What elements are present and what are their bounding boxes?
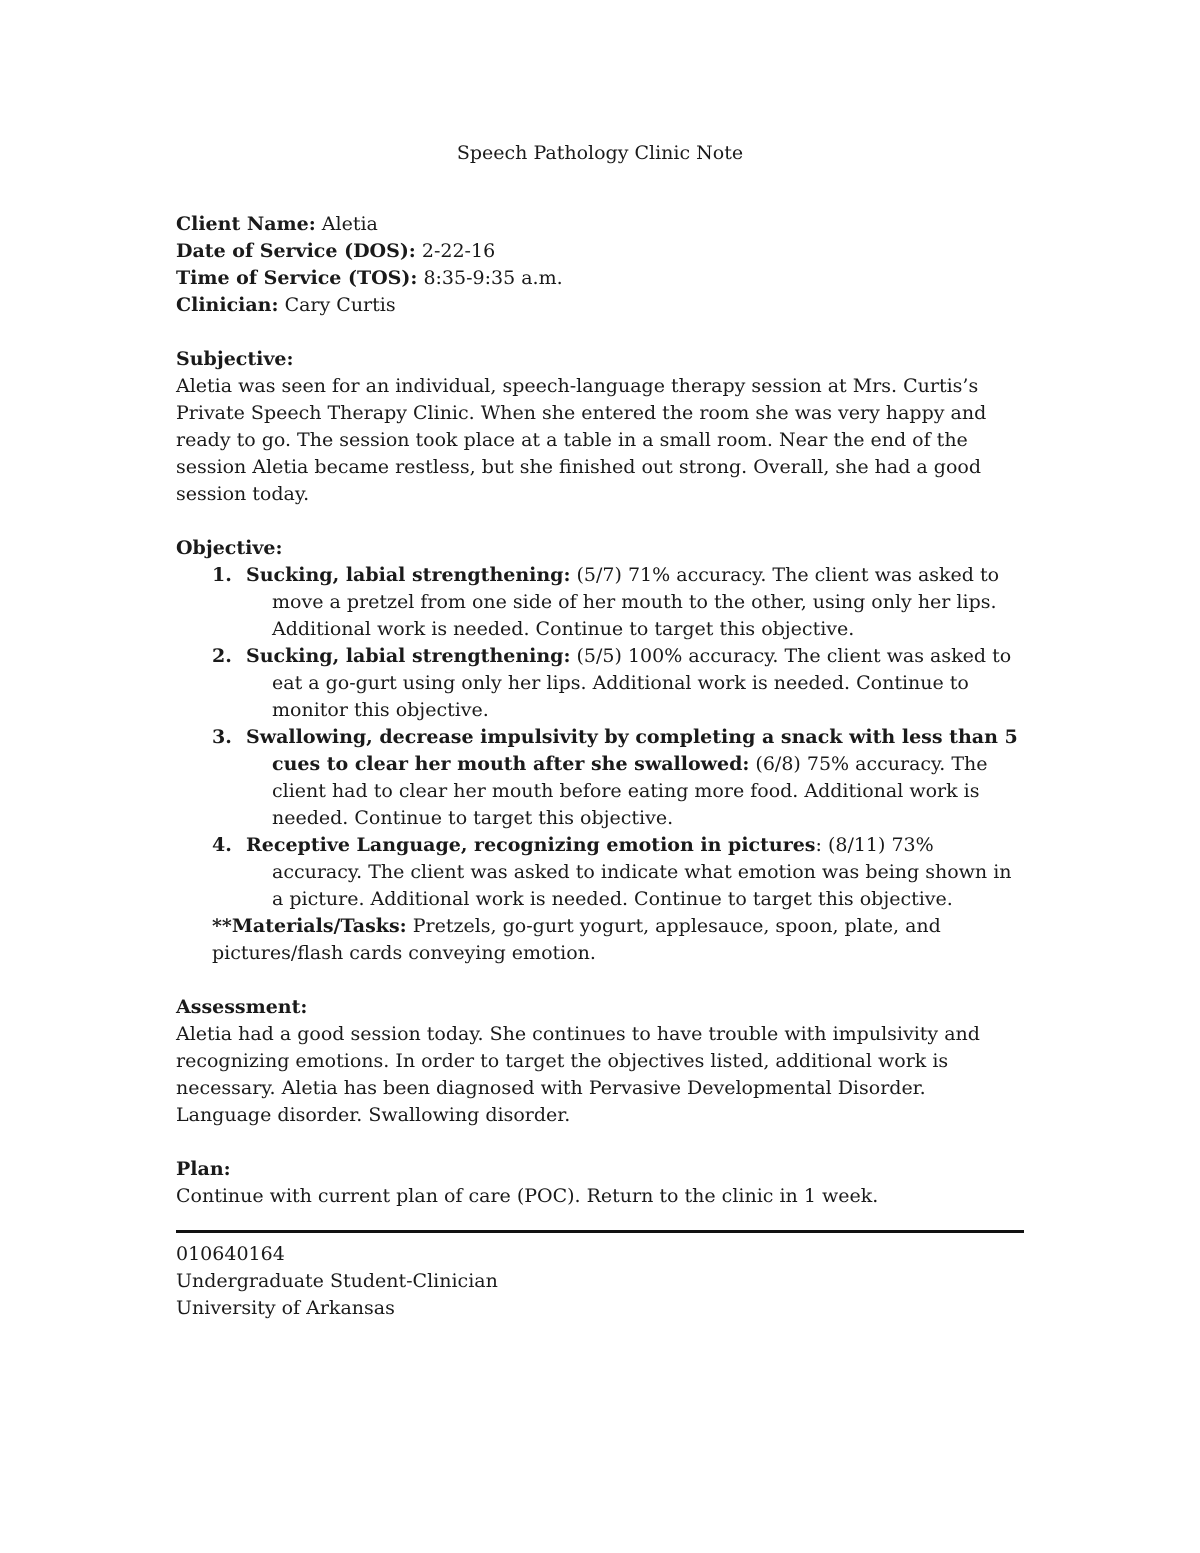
clinician-label: Clinician:: [176, 294, 279, 316]
objective-label: Sucking, labial strengthening:: [246, 564, 571, 586]
date-of-service-label: Date of Service (DOS):: [176, 240, 416, 262]
client-name-label: Client Name:: [176, 213, 316, 235]
objective-text: (5/5) 100% accuracy. The client was asked to eat a go-gurt using only her lips. Additional work is needed. Continue to monitor this objective.: [272, 645, 1012, 721]
time-of-service-value: 8:35-9:35 a.m.: [423, 267, 563, 289]
objective-item: [176, 832, 1026, 913]
objective-label: Swallowing, decrease impulsivity by completing a snack with less than 5 cues to clear her mouth after she swallowed:: [246, 726, 1018, 775]
objective-label: Receptive Language, recognizing emotion in pictures: [246, 834, 816, 856]
objective-list: [176, 562, 1026, 913]
objective-heading: Objective:: [176, 537, 283, 559]
clinic-note: [176, 140, 1026, 1322]
client-name-field: [176, 211, 1026, 238]
signature-divider: [176, 1230, 1024, 1233]
clinician-value: Cary Curtis: [284, 294, 396, 316]
objective-text: (6/8) 75% accuracy. The client had to clear her mouth before eating more food. Additional work is needed. Continue to target this objective.: [272, 753, 988, 829]
plan-text: Continue with current plan of care (POC). Return to the clinic in 1 week.: [176, 1185, 879, 1207]
objective-item: [176, 562, 1026, 643]
plan-heading: Plan:: [176, 1158, 231, 1180]
subjective-heading: Subjective:: [176, 348, 294, 370]
clinician-role: Undergraduate Student-Clinician: [176, 1270, 498, 1292]
objective-number: 2.: [212, 645, 232, 667]
objective-number: 3.: [212, 726, 232, 748]
materials-text: Pretzels, go-gurt yogurt, applesauce, spoon, plate, and pictures/flash cards conveying emotion.: [212, 915, 941, 964]
student-id: 010640164: [176, 1243, 285, 1265]
objective-text: (5/7) 71% accuracy. The client was asked to move a pretzel from one side of her mouth to the other, using only her lips. Additional work is needed. Continue to target this objective.: [272, 564, 1000, 640]
materials-tasks: [176, 913, 1026, 967]
date-of-service-field: [176, 238, 1026, 265]
time-of-service-field: [176, 265, 1026, 292]
objective-number: 1.: [212, 564, 232, 586]
clinician-field: [176, 292, 1026, 319]
materials-label: **Materials/Tasks:: [212, 915, 407, 937]
assessment-heading: Assessment:: [176, 996, 308, 1018]
time-of-service-label: Time of Service (TOS):: [176, 267, 418, 289]
assessment-text: Aletia had a good session today. She continues to have trouble with impulsivity and recognizing emotions. In order to target the objectives listed, additional work is necessary. Aletia has been diagnosed with Pervasive Developmental Disorder. Language disorder. Swallowing disorder.: [176, 1023, 980, 1126]
objective-text: : (8/11) 73% accuracy. The client was asked to indicate what emotion was being shown in a picture. Additional work is needed. Continue to target this objective.: [272, 834, 1012, 910]
objective-label: Sucking, labial strengthening:: [246, 645, 571, 667]
objective-item: [176, 724, 1026, 832]
university-name: University of Arkansas: [176, 1297, 395, 1319]
subjective-text: Aletia was seen for an individual, speech-language therapy session at Mrs. Curtis’s Private Speech Therapy Clinic. When she entered the room she was very happy and ready to go. The session took place at a table in a small room. Near the end of the session Aletia became restless, but she finished out strong. Overall, she had a good session today.: [176, 375, 987, 505]
objective-number: 4.: [212, 834, 232, 856]
objective-item: [176, 643, 1026, 724]
date-of-service-value: 2-22-16: [421, 240, 496, 262]
client-name-value: Aletia: [321, 213, 378, 235]
page-title: Speech Pathology Clinic Note: [456, 142, 744, 164]
